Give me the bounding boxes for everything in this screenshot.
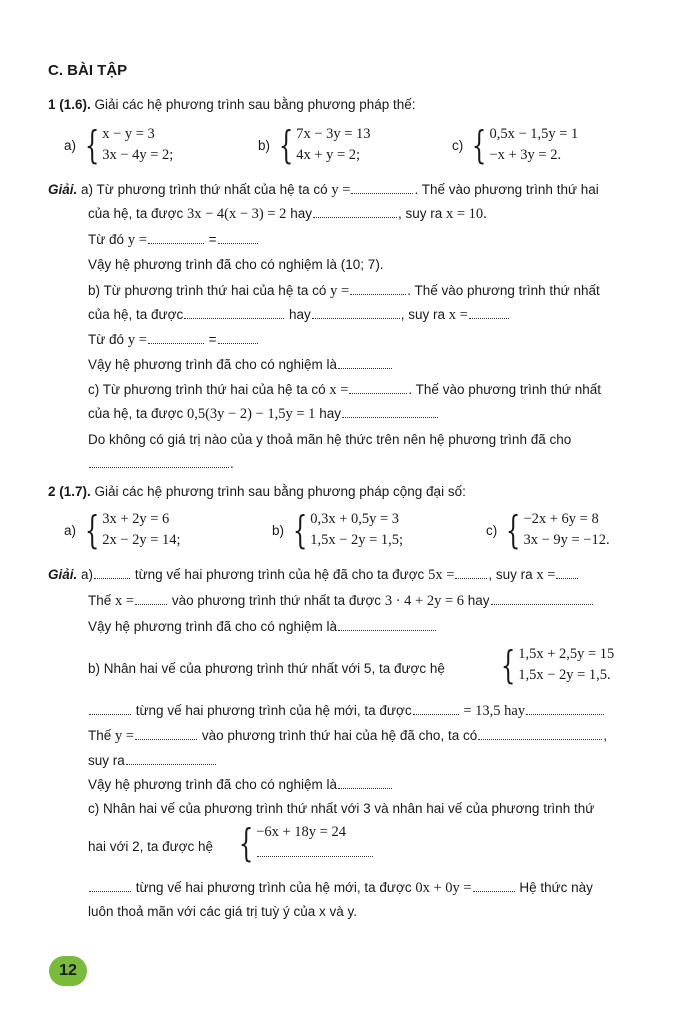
ex1-title: 1 (1.6). Giải các hệ phương trình sau bằng phương pháp thế:: [48, 97, 416, 112]
ex1-system-c: c) { 0,5x − 1,5y = 1 −x + 3y = 2.: [452, 123, 579, 167]
ex1-sol-line-8: Vậy hệ phương trình đã cho có nghiệm là: [88, 356, 393, 374]
ex1-sol-line-3: Từ đó y = =: [88, 231, 259, 249]
ex2-sol-line-3: Vậy hệ phương trình đã cho có nghiệm là: [88, 618, 437, 636]
ex1-sol-line-5: b) Từ phương trình thứ hai của hệ ta có y = . Thế vào phương trình thứ nhất: [88, 283, 600, 299]
ex2-sol-line-6: Thế y = vào phương trình thứ hai của hệ đã cho, ta có ,: [88, 728, 607, 744]
ex2-system-b-new: { 1,5x + 2,5y = 15 1,5x − 2y = 1,5.: [500, 643, 615, 687]
ex2-system-a: a) { 3x + 2y = 6 2x − 2y = 14;: [64, 508, 181, 552]
brace-icon: {: [500, 643, 516, 687]
ex2-sol-line-7: suy ra: [88, 752, 217, 770]
ex1-system-a: a) { x − y = 3 3x − 4y = 2;: [64, 123, 174, 167]
page-number: 12: [59, 962, 77, 979]
ex1-sol-line-9: c) Từ phương trình thứ hai của hệ ta có x = . Thế vào phương trình thứ nhất: [88, 382, 601, 398]
ex2-sol-line-12: luôn thoả mãn với các giá trị tuỳ ý của x và y.: [88, 904, 357, 919]
ex2-sol-line-1: Giải. a) từng vế hai phương trình của hệ đã cho ta được 5x = , suy ra x =: [48, 566, 579, 584]
ex2-sol-line-10: hai với 2, ta được hệ: [88, 839, 214, 854]
brace-icon: {: [84, 508, 100, 552]
ex1-system-b: b) { 7x − 3y = 13 4x + y = 2;: [258, 123, 371, 167]
page-number-badge: [49, 956, 87, 986]
brace-icon: {: [278, 123, 294, 167]
ex2-system-c-new: { −6x + 18y = 24: [234, 822, 374, 864]
ex2-system-c: c) { −2x + 6y = 8 3x − 9y = −12.: [486, 508, 610, 552]
ex2-title: 2 (1.7). Giải các hệ phương trình sau bằng phương pháp cộng đại số:: [48, 484, 466, 499]
ex2-sol-line-8: Vậy hệ phương trình đã cho có nghiệm là: [88, 776, 393, 794]
ex2-sol-line-9: c) Nhân hai vế của phương trình thứ nhất với 3 và nhân hai vế của phương trình thứ: [88, 801, 595, 816]
ex1-sol-line-6: của hệ, ta được hay , suy ra x =: [88, 306, 510, 324]
brace-icon: {: [506, 508, 521, 552]
ex1-sol-line-10: của hệ, ta được 0,5(3y − 2) − 1,5y = 1 hay: [88, 405, 439, 423]
ex2-sol-line-11: từng vế hai phương trình của hệ mới, ta được 0x + 0y = Hệ thức này: [88, 879, 593, 897]
ex2-sol-line-2: Thế x = vào phương trình thứ nhất ta được 3 · 4 + 2y = 6 hay: [88, 592, 594, 610]
brace-icon: {: [292, 508, 308, 552]
brace-icon: {: [238, 821, 254, 865]
ex1-sol-line-1: Giải. a) Từ phương trình thứ nhất của hệ ta có y = . Thế vào phương trình thứ hai: [48, 182, 599, 198]
ex1-sol-line-12: .: [88, 455, 234, 473]
ex2-sol-line-4: b) Nhân hai vế của phương trình thứ nhất với 5, ta được hệ: [88, 661, 445, 676]
brace-icon: {: [84, 123, 100, 167]
ex1-sol-line-11: Do không có giá trị nào của y thoả mãn hệ thức trên nên hệ phương trình đã cho: [88, 432, 572, 447]
ex1-sol-line-7: Từ đó y = =: [88, 331, 259, 349]
ex1-sol-line-4: Vậy hệ phương trình đã cho có nghiệm là (10; 7).: [88, 257, 384, 272]
ex2-system-b: b) { 0,3x + 0,5y = 3 1,5x − 2y = 1,5;: [272, 508, 404, 552]
ex1-sol-line-2: của hệ, ta được 3x − 4(x − 3) = 2 hay , suy ra x = 10.: [88, 206, 487, 222]
section-title: C. BÀI TẬP: [48, 62, 128, 79]
brace-icon: {: [472, 123, 487, 167]
ex2-sol-line-5: từng vế hai phương trình của hệ mới, ta được = 13,5 hay: [88, 702, 605, 720]
